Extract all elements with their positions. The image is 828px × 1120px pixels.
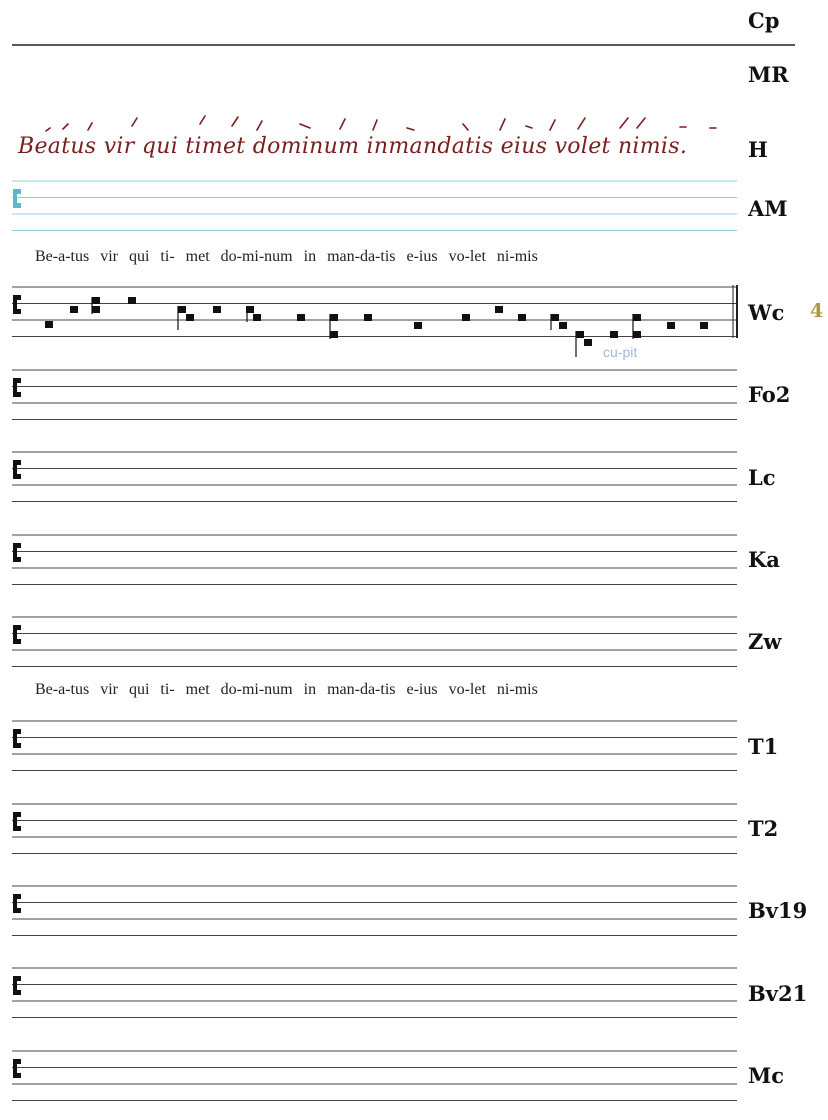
siglum-h: H [748, 137, 768, 162]
siglum-fo2: Fo2 [748, 382, 791, 407]
manuscript-text: Beatus vir qui timet dominum inmandatis eius volet nimis. [18, 134, 688, 159]
c-clef-bottom [17, 1073, 21, 1078]
c-clef-icon [13, 729, 17, 748]
staff-wc [12, 285, 737, 338]
wc-note [518, 314, 526, 321]
wc-note [462, 314, 470, 321]
c-clef-bottom [17, 639, 21, 644]
siglum-lc: Lc [748, 465, 776, 490]
wc-note [610, 331, 618, 338]
wc-note [186, 314, 194, 321]
c-clef-top [17, 976, 21, 981]
wc-note [330, 331, 338, 338]
siglum-t1: T1 [748, 734, 779, 759]
wc-note [633, 331, 641, 338]
siglum-wc: Wc [748, 300, 785, 325]
wc-note [576, 331, 584, 338]
neume-stroke [578, 118, 585, 129]
neume-stroke [620, 118, 628, 128]
c-clef-bottom [17, 309, 21, 314]
wc-note [495, 306, 503, 313]
neume-stroke [88, 123, 92, 130]
c-clef-top [17, 543, 21, 548]
neume-stroke [340, 119, 345, 129]
c-clef-icon [13, 295, 17, 314]
c-clef-top [17, 812, 21, 817]
c-clef-top [17, 189, 21, 194]
wc-note [667, 322, 675, 329]
c-clef-bottom [17, 908, 21, 913]
c-clef-icon [13, 543, 17, 562]
siglum-t2: T2 [748, 816, 779, 841]
neume-stroke [257, 121, 262, 130]
siglum-am: AM [748, 196, 788, 221]
neume-stroke [407, 128, 414, 130]
c-clef-top [17, 625, 21, 630]
c-clef-icon [13, 976, 17, 995]
wc-note [92, 297, 100, 304]
neume-stroke [132, 118, 137, 126]
staff-bv19 [12, 886, 737, 936]
wc-note [633, 314, 641, 321]
c-clef-icon [13, 189, 17, 208]
staves [12, 181, 737, 1101]
c-clef-bottom [17, 743, 21, 748]
c-clef-top [17, 729, 21, 734]
neume-stroke [63, 124, 68, 129]
neume-stroke [373, 120, 377, 130]
wc-note [178, 306, 186, 313]
c-clef-top [17, 1059, 21, 1064]
wc-note [297, 314, 305, 321]
c-clef-icon [13, 1059, 17, 1078]
wc-notes [45, 297, 708, 357]
staff-mc [12, 1051, 737, 1101]
wc-count: 4 [810, 300, 824, 322]
c-clef-icon [13, 625, 17, 644]
siglum-cp: Cp [748, 8, 780, 33]
wc-note [700, 322, 708, 329]
manuscript-neumes [46, 116, 716, 131]
siglum-bv21: Bv21 [748, 981, 808, 1006]
wc-note [128, 297, 136, 304]
staff-t2 [12, 804, 737, 854]
wc-annotation: cu-pit [603, 344, 638, 360]
c-clef-top [17, 460, 21, 465]
staff-ka [12, 535, 737, 585]
c-clef-bottom [17, 990, 21, 995]
c-clef-icon [13, 812, 17, 831]
wc-note [559, 322, 567, 329]
c-clef-bottom [17, 392, 21, 397]
wc-note [253, 314, 261, 321]
wc-note [364, 314, 372, 321]
wc-note [92, 306, 100, 313]
neume-stroke [200, 116, 205, 124]
wc-note [213, 306, 221, 313]
neume-stroke [526, 126, 532, 128]
siglum-mr: MR [748, 62, 789, 87]
staff-lc [12, 452, 737, 502]
neume-stroke [232, 117, 238, 126]
wc-note [551, 314, 559, 321]
c-clef-bottom [17, 203, 21, 208]
staff-bv21 [12, 968, 737, 1018]
neume-stroke [550, 120, 555, 130]
wc-note [45, 321, 53, 328]
staff-am [12, 181, 737, 231]
staff-fo2 [12, 370, 737, 420]
c-clef-top [17, 378, 21, 383]
c-clef-bottom [17, 826, 21, 831]
c-clef-icon [13, 378, 17, 397]
wc-note [330, 314, 338, 321]
lyrics-line-2: Be-a-tus vir qui ti- met do-mi-num in man-da-tis e-ius vo-let ni-mis [35, 681, 538, 698]
siglum-zw: Zw [748, 629, 782, 654]
lyrics-line-1: Be-a-tus vir qui ti- met do-mi-num in man-da-tis e-ius vo-let ni-mis [35, 248, 538, 265]
wc-note [70, 306, 78, 313]
neume-stroke [46, 128, 50, 131]
staff-zw [12, 617, 737, 667]
c-clef-top [17, 894, 21, 899]
neume-stroke [300, 124, 310, 128]
siglum-mc: Mc [748, 1063, 785, 1088]
siglum-ka: Ka [748, 547, 780, 572]
wc-note [584, 339, 592, 346]
staff-t1 [12, 721, 737, 771]
wc-note [414, 322, 422, 329]
c-clef-top [17, 295, 21, 300]
neume-stroke [637, 118, 645, 128]
c-clef-bottom [17, 474, 21, 479]
c-clef-icon [13, 460, 17, 479]
siglum-bv19: Bv19 [748, 898, 808, 923]
neume-stroke [500, 119, 505, 130]
c-clef-icon [13, 894, 17, 913]
c-clef-bottom [17, 557, 21, 562]
neume-stroke [463, 124, 468, 130]
